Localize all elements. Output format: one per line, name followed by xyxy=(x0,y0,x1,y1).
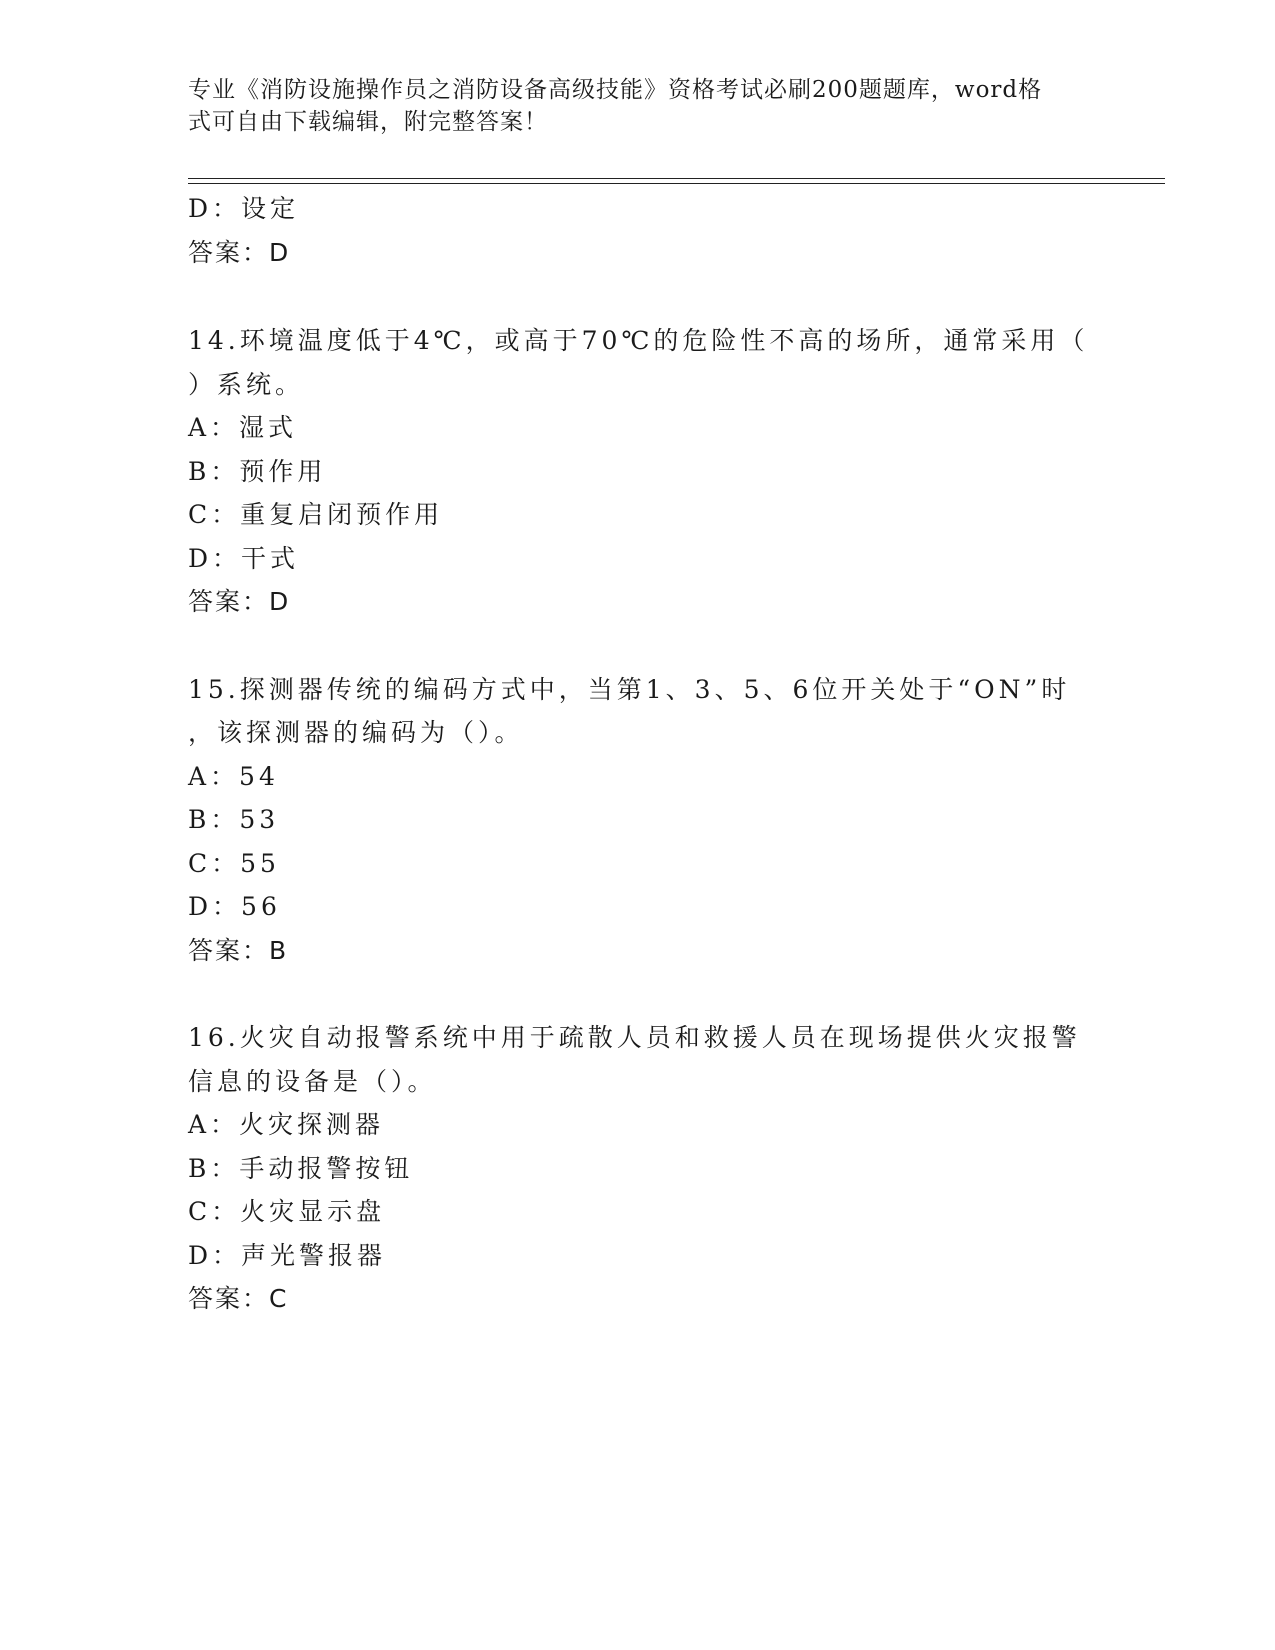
question-stem-line-1: 16.火灾自动报警系统中用于疏散人员和救援人员在现场提供火灾报警 xyxy=(188,1023,1081,1052)
header-divider-top xyxy=(188,178,1165,179)
option-a: A：54 xyxy=(188,762,279,791)
option-b: B：预作用 xyxy=(188,457,327,486)
question-stem-line-1: 15.探测器传统的编码方式中，当第1、3、5、6位开关处于“ON”时 xyxy=(188,675,1071,704)
document-header xyxy=(188,74,1088,138)
prev-option-d: D：设定 xyxy=(188,194,300,223)
option-d: D：干式 xyxy=(188,544,300,573)
answer: 答案：C xyxy=(188,1284,289,1313)
option-c: C：重复启闭预作用 xyxy=(188,500,444,529)
option-b: B：53 xyxy=(188,805,280,834)
option-c: C：55 xyxy=(188,849,280,878)
answer: 答案：B xyxy=(188,936,289,965)
header-line-1: 专业《消防设施操作员之消防设备高级技能》资格考试必刷200题题库，word格 xyxy=(188,77,1043,103)
question-stem-line-2: ，该探测器的编码为（）。 xyxy=(188,718,524,747)
question-stem-line-2: 信息的设备是（）。 xyxy=(188,1067,437,1096)
option-d: D：56 xyxy=(188,892,281,921)
option-d: D：声光警报器 xyxy=(188,1241,387,1270)
option-a: A：湿式 xyxy=(188,413,298,442)
option-c: C：火灾显示盘 xyxy=(188,1197,386,1226)
question-stem-line-1: 14.环境温度低于4℃，或高于70℃的危险性不高的场所，通常采用（ xyxy=(188,326,1089,355)
answer: 答案：D xyxy=(188,587,291,616)
header-line-2: 式可自由下载编辑，附完整答案！ xyxy=(188,109,548,135)
option-b: B：手动报警按钮 xyxy=(188,1154,414,1183)
option-a: A：火灾探测器 xyxy=(188,1110,385,1139)
question-stem-line-2: ）系统。 xyxy=(188,370,305,399)
prev-answer: 答案：D xyxy=(188,238,291,267)
header-divider-bottom xyxy=(188,183,1165,184)
